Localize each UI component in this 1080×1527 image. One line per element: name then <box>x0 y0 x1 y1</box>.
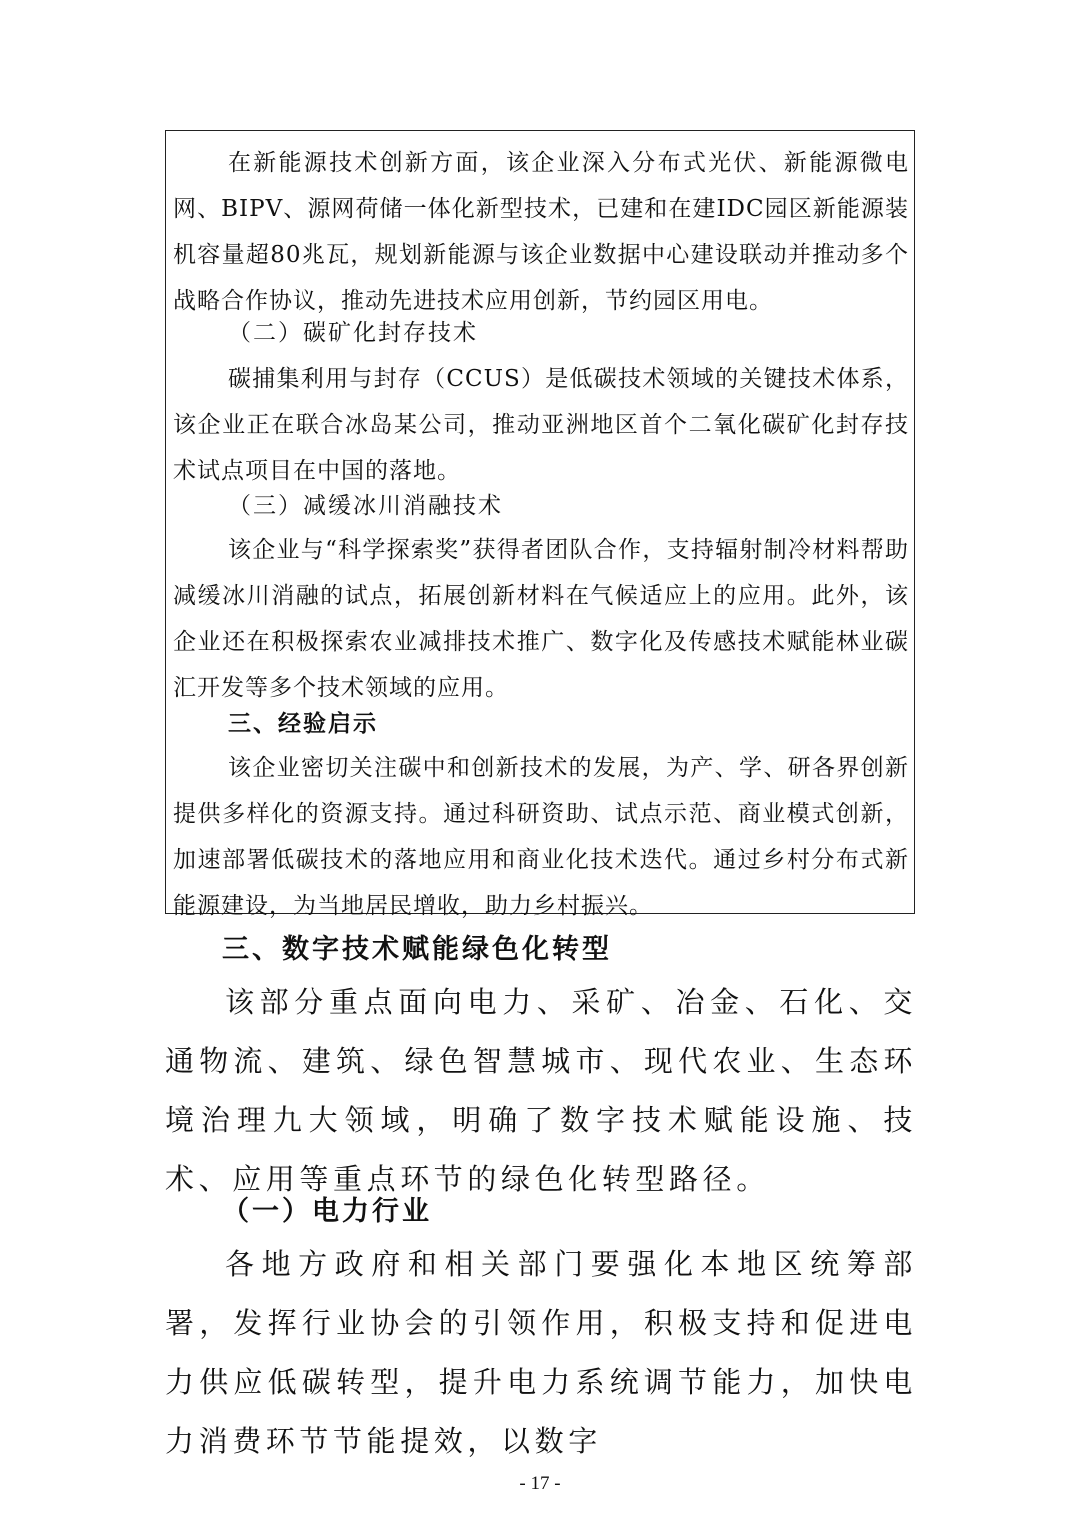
page-number: - 17 - <box>519 1473 561 1494</box>
heading-experience: 三、经验启示 <box>228 710 378 737</box>
subheading-glacier-mitigation: （三）减缓冰川消融技术 <box>228 493 503 519</box>
paragraph-power-industry: 各地方政府和相关部门要强化本地区统筹部署，发挥行业协会的引领作用，积极支持和促进电力供应低碳转型，提升电力系统调节能力，加快电力消费环节节能提效，以数字 <box>165 1247 917 1458</box>
paragraph-ccus: 碳捕集利用与封存（CCUS）是低碳技术领域的关键技术体系，该企业正在联合冰岛某公司，推动亚洲地区首个二氧化碳矿化封存技术试点项目在中国的落地。 <box>173 366 909 484</box>
section-heading-digital-green: 三、数字技术赋能绿色化转型 <box>222 934 612 965</box>
subheading-power-industry: （一）电力行业 <box>222 1196 432 1227</box>
paragraph-glacier: 该企业与“科学探索奖”获得者团队合作，支持辐射制冷材料帮助减缓冰川消融的试点，拓展创新材料在气候适应上的应用。此外，该企业还在积极探索农业减排技术推广、数字化及传感技术赋能林业碳汇开发等多个技术领域的应用。 <box>173 537 909 701</box>
paragraph-section-intro: 该部分重点面向电力、采矿、冶金、石化、交通物流、建筑、绿色智慧城市、现代农业、生态环境治理九大领域，明确了数字技术赋能设施、技术、应用等重点环节的绿色化转型路径。 <box>165 985 917 1196</box>
paragraph-experience: 该企业密切关注碳中和创新技术的发展，为产、学、研各界创新提供多样化的资源支持。通过科研资助、试点示范、商业模式创新，加速部署低碳技术的落地应用和商业化技术迭代。通过乡村分布式新能源建设，为当地居民增收，助力乡村振兴。 <box>173 755 909 919</box>
paragraph-new-energy: 在新能源技术创新方面，该企业深入分布式光伏、新能源微电网、BIPV、源网荷储一体化新型技术，已建和在建IDC园区新能源装机容量超80兆瓦，规划新能源与该企业数据中心建设联动并推动多个战略合作协议，推动先进技术应用创新，节约园区用电。 <box>173 150 909 314</box>
subheading-carbon-mineralization: （二）碳矿化封存技术 <box>228 320 478 346</box>
